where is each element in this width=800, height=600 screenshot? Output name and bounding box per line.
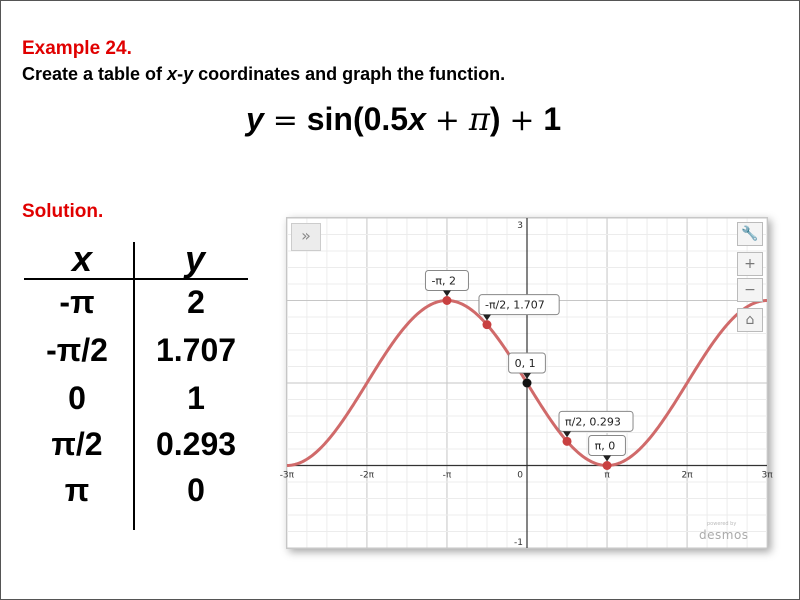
instruction-dash: - (177, 64, 184, 84)
instruction-x: x (167, 64, 178, 84)
table-cell-x: π/2 (51, 426, 103, 462)
table-cell-x: π (64, 472, 90, 508)
zoom-in-button[interactable]: + (737, 252, 763, 276)
table-cell-x: -π (59, 284, 95, 320)
settings-button[interactable] (737, 222, 763, 246)
graph-canvas[interactable] (279, 218, 773, 548)
table-cell-y: 1.707 (155, 332, 237, 368)
eq-fn: sin(0.5 (306, 101, 409, 137)
point-label-pointer (603, 456, 611, 462)
function-equation (246, 100, 561, 138)
table-divider-vertical (133, 242, 135, 530)
eq-pi: π (468, 100, 490, 138)
table-cell-y: 1 (187, 380, 205, 416)
example-title: Example 24. (22, 38, 132, 59)
eq-close: ) (489, 101, 501, 137)
wrench-icon: 🔧 (741, 226, 759, 242)
eq-x: x (408, 101, 426, 137)
instruction-text (22, 64, 505, 85)
expand-panel-button[interactable] (291, 223, 321, 251)
double-chevron-icon: » (301, 226, 311, 245)
x-tick-label: 3π (761, 470, 773, 481)
x-tick-label: -2π (359, 470, 375, 481)
x-tick-label: π (604, 470, 610, 481)
x-tick-label: -3π (279, 470, 295, 481)
x-tick-label: -π (442, 470, 452, 481)
x-tick-label: 0 (517, 470, 523, 481)
point-label-pointer (443, 291, 451, 297)
table-header-y: y (185, 238, 206, 279)
x-tick-label: 2π (681, 470, 693, 481)
eq-plus-1: + (434, 103, 460, 138)
table-cell-y: 2 (187, 284, 205, 320)
data-point (442, 296, 451, 305)
y-tick-label: 3 (517, 221, 523, 231)
powered-by-text: powered by (707, 521, 737, 527)
point-label: π/2, 0.293 (565, 415, 621, 429)
eq-plus-2: + (509, 103, 535, 138)
table-cell-y: 0 (187, 472, 205, 508)
point-label: -π, 2 (431, 274, 457, 288)
table-cell-x: 0 (68, 380, 86, 416)
desmos-graph[interactable] (279, 217, 773, 549)
zoom-out-button[interactable]: − (737, 278, 763, 302)
eq-equals: = (272, 103, 298, 138)
data-point (523, 379, 532, 388)
eq-const: 1 (543, 101, 562, 137)
point-label: 0, 1 (514, 357, 536, 370)
eq-lhs: y (246, 101, 264, 137)
table-cell-x: -π/2 (46, 332, 108, 368)
table-cell-y: 0.293 (155, 426, 237, 462)
solution-label: Solution. (22, 201, 104, 222)
point-label: π, 0 (594, 439, 616, 453)
instruction-post: coordinates and graph the function. (193, 64, 506, 84)
data-point (563, 437, 572, 446)
graph-controls (737, 222, 763, 334)
instruction-pre: Create a table of (22, 64, 168, 84)
table-header-x: x (72, 238, 93, 279)
y-tick-label: -1 (514, 538, 523, 548)
point-label: -π/2, 1.707 (484, 298, 545, 312)
instruction-y: y (183, 64, 194, 84)
desmos-logo: desmos (699, 528, 749, 542)
data-point (603, 461, 612, 470)
home-button[interactable] (737, 308, 763, 332)
data-point (482, 320, 491, 329)
table-divider-horizontal (24, 278, 248, 280)
home-icon: ⌂ (745, 312, 755, 328)
